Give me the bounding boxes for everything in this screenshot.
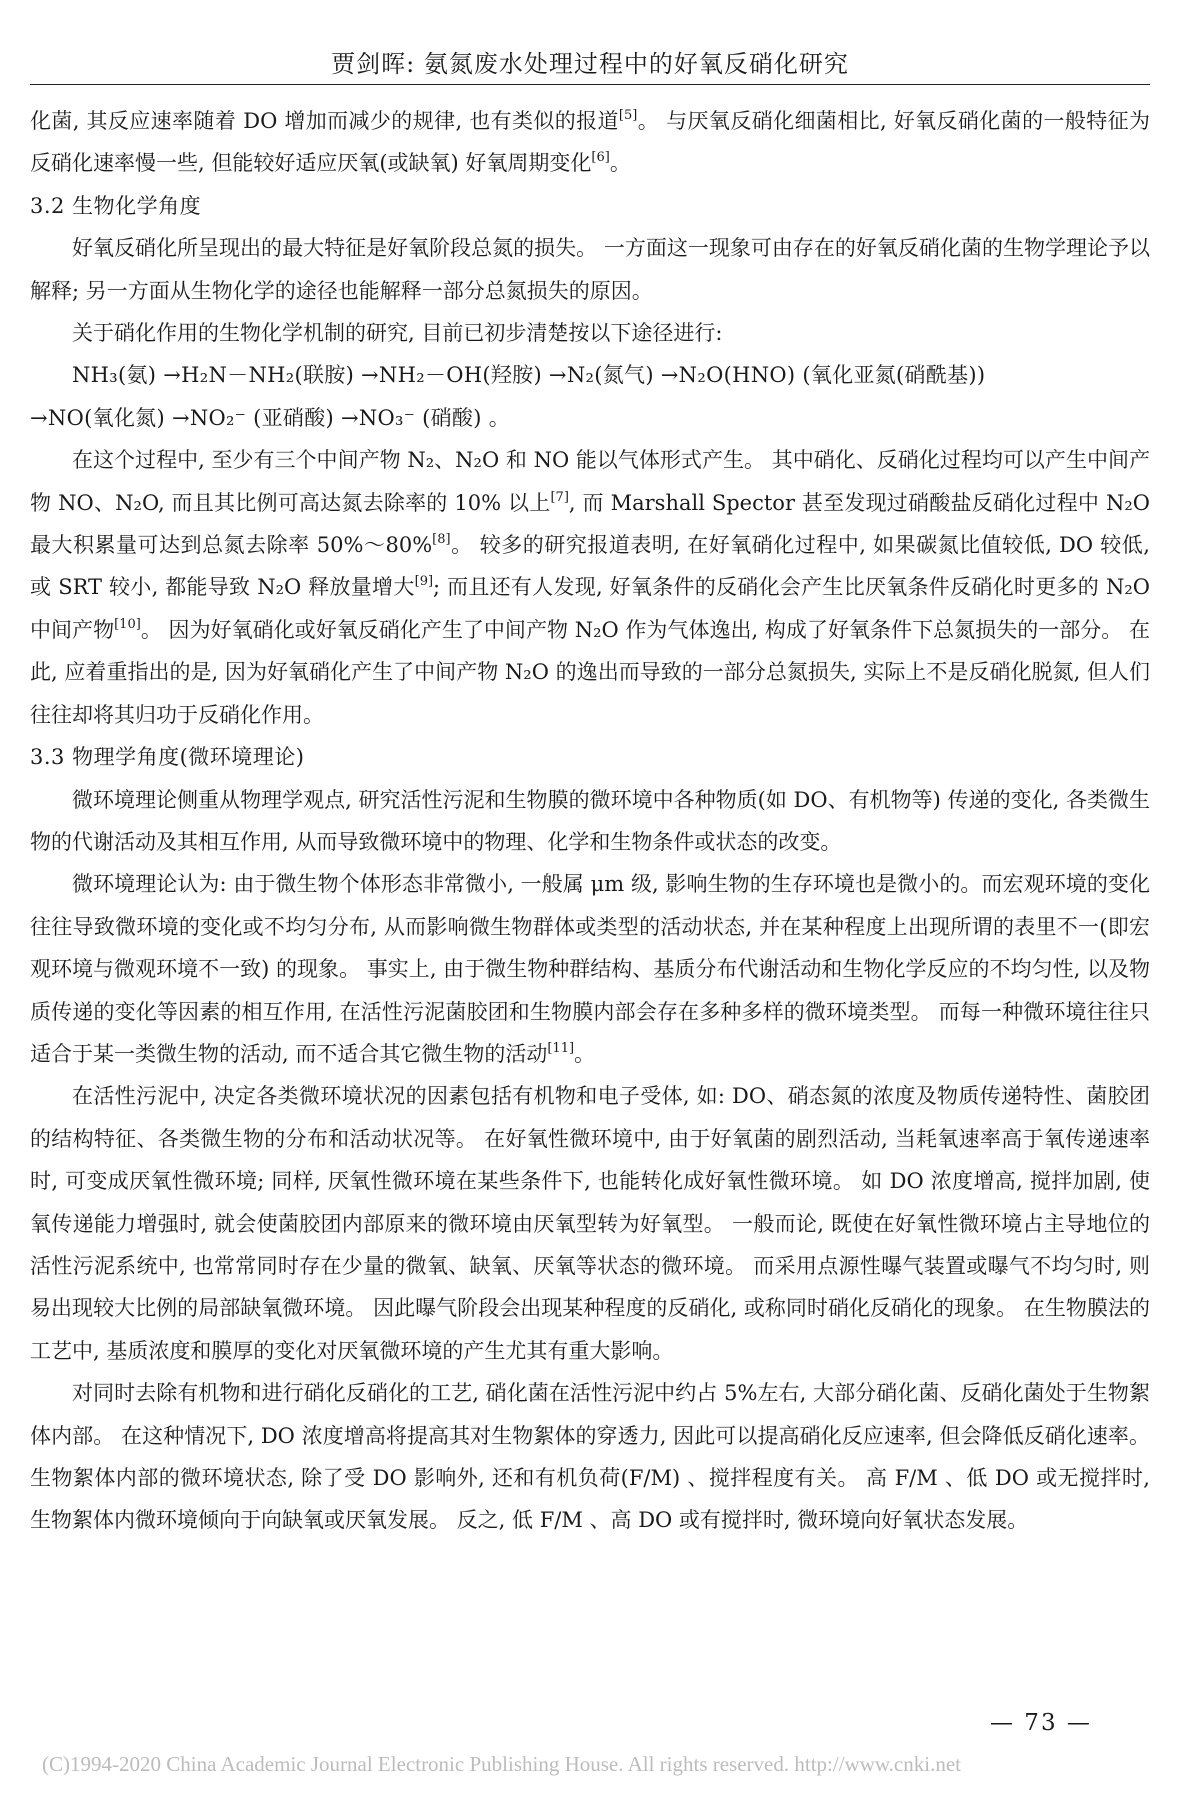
text-run: 。 因为好氧硝化或好氧反硝化产生了中间产物 N₂O 作为气体逸出, 构成了好氧条件下总氮损失的一部分。 在此, 应着重指出的是, 因为好氧硝化产生了中间产物 N₂O 的逸出而导致的一部分总氮损失, 实际上不是反硝化脱氮, 但人们往往却将其归功于反硝化作用。 xyxy=(30,617,1151,727)
text-run: 。 xyxy=(609,151,631,176)
page-number: — 73 — xyxy=(990,1710,1092,1736)
paragraph: 微环境理论侧重从物理学观点, 研究活性污泥和生物膜的微环境中各种物质(如 DO、有机物等) 传递的变化, 各类微生物的代谢活动及其相互作用, 从而导致微环境中的物理、化学和生物条件或状态的改变。 xyxy=(30,787,1150,854)
text-run: 化菌, 其反应速率随着 DO 增加而减少的规律, 也有类似的报道 xyxy=(30,109,619,133)
text-run: , 而 Marshall Spector 甚至发现过硝酸盐反硝化过程中 N₂O 最大积累量可达到总氮去除率 50%～80% xyxy=(30,490,1151,558)
reaction-pathway-line-2: →NO(氧化氮) →NO₂⁻ (亚硝酸) →NO₃⁻ (硝酸) 。 xyxy=(30,405,510,430)
paragraph: 关于硝化作用的生物化学机制的研究, 目前已初步清楚按以下途径进行: xyxy=(72,321,723,346)
running-header: 贾剑晖: 氨氮废水处理过程中的好氧反硝化研究 xyxy=(331,50,849,78)
text-run: 。 较多的研究报道表明, 在好氧硝化过程中, 如果碳氮比值较低, DO 较低, 或 SRT 较小, 都能导致 N₂O 释放量增大 xyxy=(30,533,1150,600)
citation-ref: [11] xyxy=(547,1040,575,1056)
copyright-watermark: (C)1994-2020 China Academic Journal Electronic Publishing House. All rights reserved. http://www.cnki.net xyxy=(42,1752,961,1776)
section-heading-3-2: 3.2 生物化学角度 xyxy=(30,193,202,218)
citation-ref: [5] xyxy=(618,108,638,123)
header-rule xyxy=(30,84,1150,85)
citation-ref: [10] xyxy=(114,616,141,632)
paragraph: 对同时去除有机物和进行硝化反硝化的工艺, 硝化菌在活性污泥中约占 5%左右, 大部分硝化菌、反硝化菌处于生物絮体内部。 在这种情况下, DO 浓度增高将提高其对生物絮体的穿透力, 因此可以提高硝化反应速率, 但会降低反硝化速率。 生物絮体内部的微环境状态, 除了受 DO 影响外, 还和有机负荷(F/M) 、搅拌程度有关。 高 F/M 、低 DO 或无搅拌时, 生物絮体内微环境倾向于向缺氧或厌氧发展。 反之, 低 F/M 、高 DO 或有搅拌时, 微环境向好氧状态发展。 xyxy=(30,1381,1150,1533)
text-run: 。 xyxy=(574,1041,596,1066)
paragraph xyxy=(30,439,1150,736)
article-body xyxy=(30,100,1150,1542)
paragraph: 在活性污泥中, 决定各类微环境状况的因素包括有机物和电子受体, 如: DO、硝态氮的浓度及物质传递特性、菌胶团的结构特征、各类微生物的分布和活动状况等。 在好氧性微环境中, 由于好氧菌的剧烈活动, 当耗氧速率高于氧传递速率时, 可变成厌氧性微环境; 同样, 厌氧性微环境在某些条件下, 也能转化成好氧性微环境。 如 DO 浓度增高, 搅拌加剧, 使氧传递能力增强时, 就会使菌胶团内部原来的微环境由厌氧型转为好氧型。 一般而论, 既使在好氧性微环境占主导地位的活性污泥系统中, 也常常同时存在少量的微氧、缺氧、厌氧等状态的微环境。 而采用点源性曝气装置或曝气不均匀时, 则易出现较大比例的局部缺氧微环境。 因此曝气阶段会出现某种程度的反硝化, 或称同时硝化反硝化的现象。 在生物膜法的工艺中, 基质浓度和膜厚的变化对厌氧微环境的产生尤其有重大影响。 xyxy=(30,1084,1150,1363)
section-heading-3-3: 3.3 物理学角度(微环境理论) xyxy=(30,745,305,770)
text-run: 。 与厌氧反硝化细菌相比, 好氧反硝化菌的一般特征为反硝化速率慢一些, 但能较好适应厌氧(或缺氧) 好氧周期变化 xyxy=(30,109,1150,176)
citation-ref: [9] xyxy=(414,574,434,590)
paragraph-continuation xyxy=(30,100,1150,185)
text-run: ; 而且还有人发现, 好氧条件的反硝化会产生比厌氧条件反硝化时更多的 N₂O 中间产物 xyxy=(30,575,1150,642)
text-run: 在这个过程中, 至少有三个中间产物 N₂、N₂O 和 NO 能以气体形式产生。 其中硝化、反硝化过程均可以产生中间产物 NO、N₂O, 而且其比例可高达氮去除率的 10% 以上 xyxy=(30,448,1150,515)
text-run: 微环境理论认为: 由于微生物个体形态非常微小, 一般属 μm 级, 影响生物的生存环境也是微小的。而宏观环境的变化往往导致微环境的变化或不均匀分布, 从而影响微生物群体或类型的活动状态, 并在某种程度上出现所谓的表里不一(即宏观环境与微观环境不一致) 的现象。 事实上, 由于微生物种群结构、基质分布代谢活动和生物化学反应的不均匀性, 以及物质传递的变化等因素的相互作用, 在活性污泥菌胶团和生物膜内部会存在多种多样的微环境类型。 而每一种微环境往往只适合于某一类微生物的活动, 而不适合其它微生物的活动 xyxy=(30,872,1150,1066)
paragraph: 好氧反硝化所呈现出的最大特征是好氧阶段总氮的损失。 一方面这一现象可由存在的好氧反硝化菌的生物学理论予以解释; 另一方面从生物化学的途径也能解释一部分总氮损失的原因。 xyxy=(30,236,1150,303)
reaction-pathway-line-1: NH₃(氨) →H₂N－NH₂(联胺) →NH₂－OH(羟胺) →N₂(氮气) →N₂O(HNO) (氧化亚氮(硝酰基)) xyxy=(72,363,986,388)
citation-ref: [7] xyxy=(550,489,569,505)
citation-ref: [6] xyxy=(591,150,610,166)
paragraph xyxy=(30,863,1150,1075)
citation-ref: [8] xyxy=(432,532,451,548)
